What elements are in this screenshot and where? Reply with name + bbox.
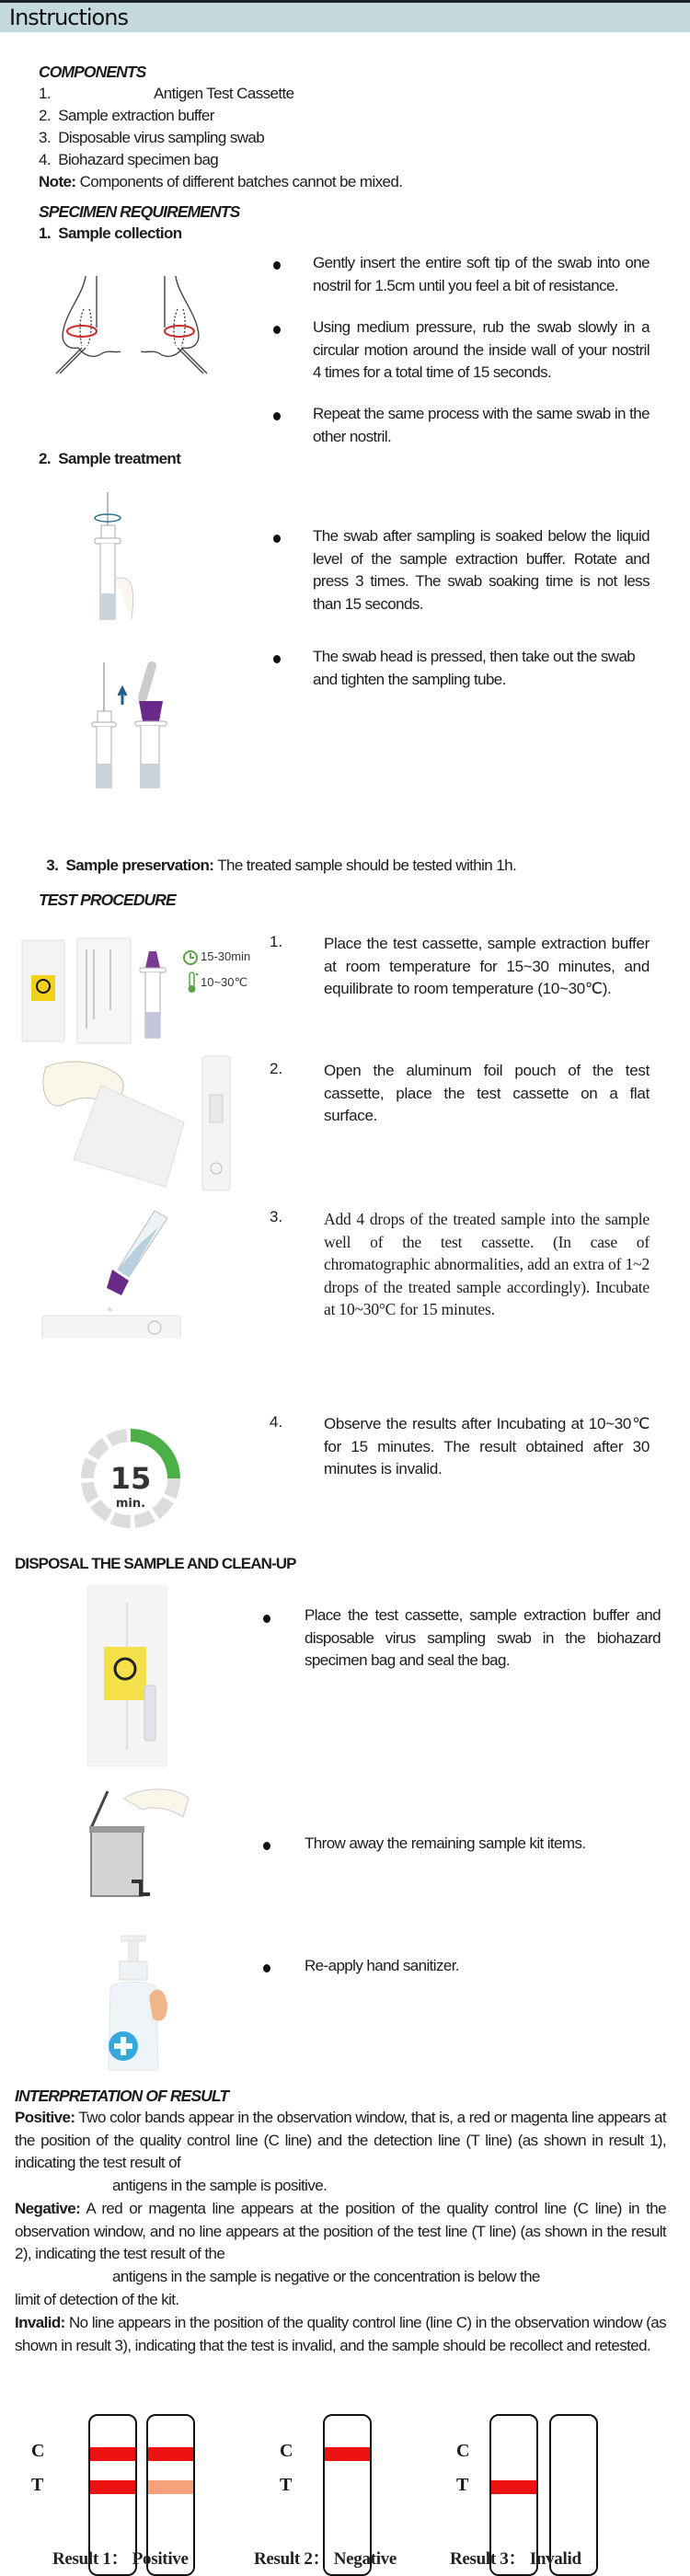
disposal-step-1: Place the test cassette, sample extraction buffer and disposable virus sampling swab in the biohazard specimen bag and seal the bag. — [305, 1606, 661, 1669]
c-line-label: C — [280, 2441, 293, 2461]
specimen-heading: SPECIMEN REQUIREMENTS — [39, 202, 240, 221]
result-1-caption: Result 1： Positive — [52, 2549, 189, 2569]
temp-label: 10~30℃ — [201, 975, 248, 989]
open-pouch-illustration — [28, 1049, 239, 1196]
procedure-step-3: Add 4 drops of the treated sample into the sample well of the test cassette. (In case of chromatographic abnormalities, add an extra of 1~2 drops of the treated sample accordingly). Incubate at 10~30°C for 15 minutes. — [324, 1210, 650, 1318]
procedure-step-2: Open the aluminum foil pouch of the test cassette, place the test cassette on a flat surface. — [324, 1062, 650, 1124]
bullet-icon — [273, 326, 281, 334]
tube-rotate-illustration — [87, 490, 198, 628]
component-item-1 — [39, 83, 294, 106]
components-heading: COMPONENTS — [39, 63, 146, 81]
bullet-icon — [263, 1842, 270, 1850]
time-label: 15-30min — [201, 949, 251, 963]
trash-bin-illustration — [87, 1780, 198, 1900]
disposal-heading: DISPOSAL THE SAMPLE AND CLEAN-UP — [15, 1555, 296, 1572]
positive-text: Two color bands appear in the observation window, that is, a red or magenta line appears at the position of the quality control line (C line) and the detection line (T line) (as shown in result 1), indicating the test result of — [15, 2109, 666, 2171]
component-item-3 — [39, 127, 264, 150]
treatment-step-1: The swab after sampling is soaked below the liquid level of the sample extraction buffer. Rotate and press 3 times. The swab soaking time is not less than 15 seconds. — [313, 527, 650, 613]
sample-treatment-title: 2. Sample treatment — [39, 450, 181, 467]
c-band — [90, 2447, 135, 2461]
c-band — [325, 2447, 370, 2461]
clock-icon — [182, 949, 199, 966]
sample-collection-title: 1. Sample collection — [39, 224, 182, 242]
component-num: 3. — [39, 129, 51, 146]
procedure-step-4: Observe the results after Incubating at 10~30℃ for 15 minutes. The result obtained after 30 minutes is invalid. — [324, 1415, 650, 1478]
component-item-2 — [39, 105, 214, 128]
component-text: Antigen Test Cassette — [154, 85, 294, 102]
bullet-icon — [273, 535, 281, 543]
result-3-caption: Result 3： Invalid — [450, 2549, 581, 2569]
step-num: 1. — [270, 933, 283, 950]
page-title: Instructions — [9, 5, 128, 30]
thermometer-icon — [186, 972, 199, 994]
positive-description — [15, 2107, 666, 2175]
procedure-step-1: Place the test cassette, sample extraction buffer at room temperature for 15~30 minutes, and equilibrate to room temperature (10~30℃). — [324, 935, 650, 997]
negative-description-cont: antigens in the sample is negative or the concentration is below the — [112, 2268, 540, 2285]
step-num: 3. — [270, 1208, 283, 1225]
t-line-label: T — [456, 2475, 469, 2495]
header-bar — [0, 3, 690, 32]
t-band — [90, 2480, 135, 2494]
bullet-icon — [273, 412, 281, 420]
t-line-label: T — [31, 2475, 44, 2495]
disposal-step-2: Throw away the remaining sample kit items. — [305, 1834, 586, 1852]
component-text: Sample extraction buffer — [58, 107, 214, 124]
component-num: 2. — [39, 107, 51, 124]
preservation-text: The treated sample should be tested within 1h. — [213, 856, 517, 874]
preservation-label: 3. Sample preservation: — [46, 856, 214, 874]
sample-preservation — [39, 832, 516, 877]
negative-label: Negative: — [15, 2200, 81, 2217]
hand-sanitizer-illustration — [92, 1932, 184, 2079]
t-band-faint — [148, 2480, 193, 2494]
negative-description — [15, 2198, 666, 2266]
timer-unit: min. — [115, 1497, 146, 1511]
collection-step-3: Repeat the same process with the same swab in the other nostril. — [313, 405, 650, 445]
kit-components-illustration — [20, 937, 186, 1047]
timer-15-min-icon — [78, 1426, 184, 1532]
component-num: 4. — [39, 151, 51, 168]
invalid-label: Invalid: — [15, 2314, 65, 2331]
interpretation-heading: INTERPRETATION OF RESULT — [15, 2087, 229, 2105]
treatment-step-2: The swab head is pressed, then take out the swab and tighten the sampling tube. — [313, 648, 636, 688]
c-band — [148, 2447, 193, 2461]
nose-swab-illustration — [51, 274, 225, 375]
t-band — [491, 2480, 536, 2494]
components-note — [39, 171, 402, 194]
note-text: Components of different batches cannot be mixed. — [75, 173, 403, 190]
collection-step-2: Using medium pressure, rub the swab slowly in a circular motion around the inside wall of your nostril 4 times for a total time of 15 seconds. — [313, 318, 650, 381]
c-line-label: C — [31, 2441, 45, 2461]
add-drops-illustration — [37, 1205, 202, 1339]
component-text: Biohazard specimen bag — [58, 151, 219, 168]
component-item-4 — [39, 149, 218, 172]
disposal-step-3: Re-apply hand sanitizer. — [305, 1957, 459, 1974]
note-label: Note: — [39, 173, 76, 190]
bullet-icon — [273, 655, 281, 663]
collection-step-1: Gently insert the entire soft tip of the swab into one nostril for 1.5cm until you feel a bit of resistance. — [313, 254, 650, 294]
step-num: 2. — [270, 1060, 283, 1077]
c-line-label: C — [456, 2441, 470, 2461]
timer-value: 15 — [109, 1461, 152, 1496]
t-line-label: T — [280, 2475, 293, 2495]
component-text: Disposable virus sampling swab — [58, 129, 265, 146]
component-num: 1. — [39, 85, 51, 102]
negative-text: A red or magenta line appears at the position of the quality control line (C line) in the observation window, and no line appears at the position of the test line (T line) (as shown in the result 2), indicating the test result of the — [15, 2200, 666, 2262]
bullet-icon — [263, 1964, 270, 1972]
bullet-icon — [263, 1615, 270, 1623]
result-2-caption: Result 2： Negative — [254, 2549, 397, 2569]
negative-description-end: limit of detection of the kit. — [15, 2291, 179, 2308]
positive-description-cont: antigens in the sample is positive. — [112, 2177, 328, 2194]
step-num: 4. — [270, 1413, 283, 1431]
biohazard-bag-illustration — [86, 1584, 168, 1768]
tube-press-illustration — [78, 661, 170, 812]
positive-label: Positive: — [15, 2109, 75, 2126]
bullet-icon — [273, 261, 281, 270]
test-procedure-heading: TEST PROCEDURE — [39, 891, 176, 909]
invalid-description — [15, 2312, 666, 2357]
invalid-text: No line appears in the position of the quality control line (line C) in the observation window (as shown in result 3), indicating that the test is invalid, and the sample should be recollect and retested. — [15, 2314, 666, 2354]
